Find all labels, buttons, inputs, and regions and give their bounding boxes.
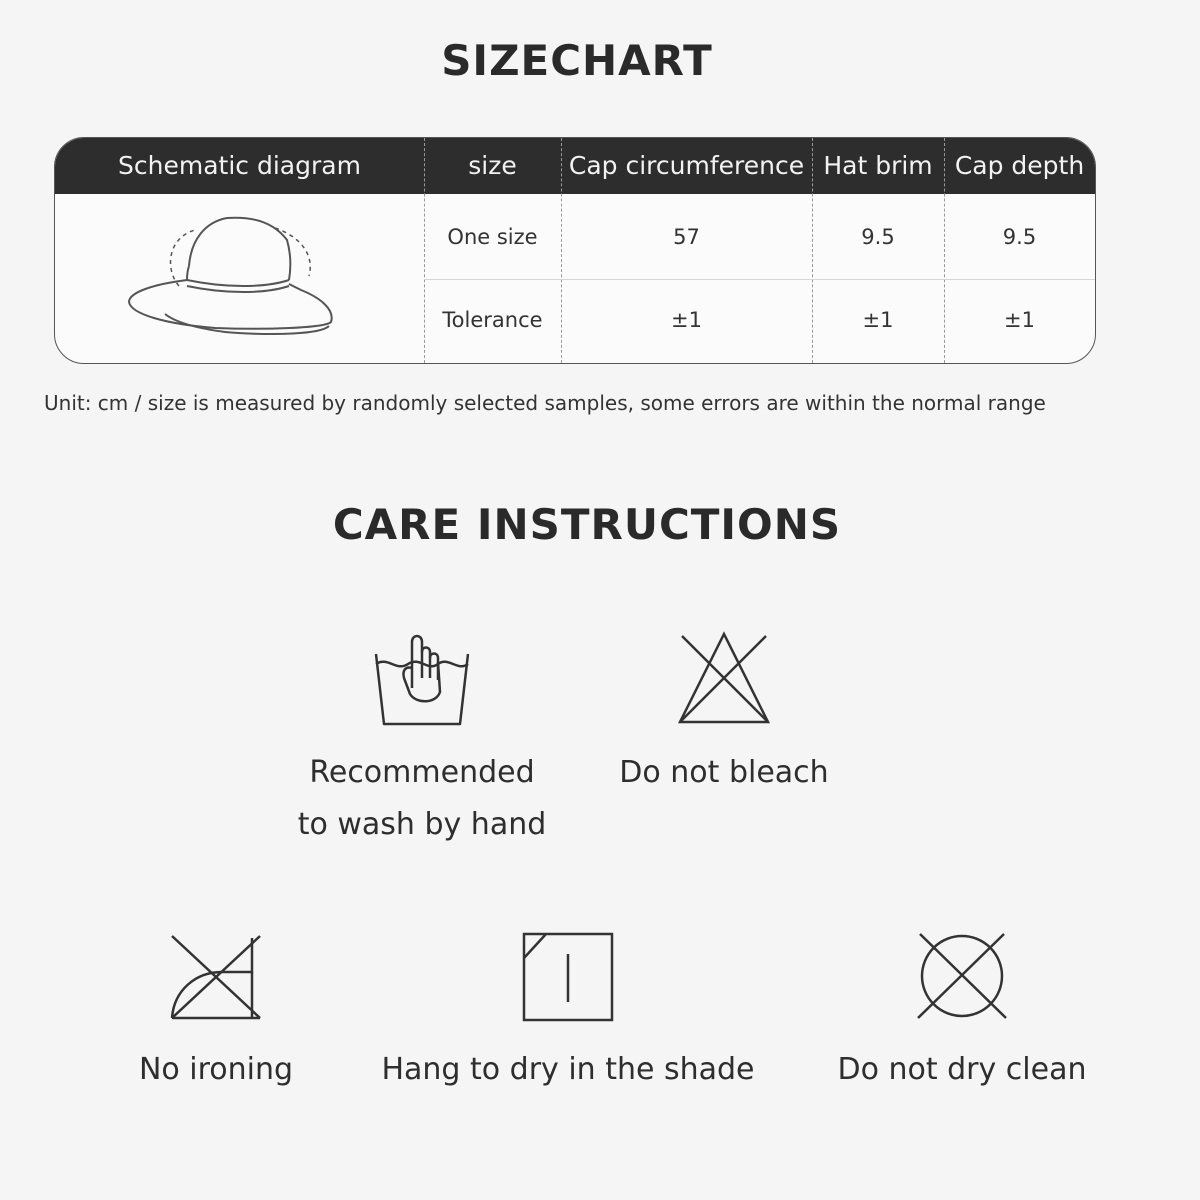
header-hat-brim: Hat brim <box>823 151 933 180</box>
no-ironing-icon <box>166 928 266 1028</box>
table-header <box>55 138 1095 194</box>
no-bleach-icon <box>674 628 774 728</box>
cell-size: One size <box>447 225 538 249</box>
hat-diagram-icon <box>125 210 345 350</box>
care-item-no-dry-clean <box>812 928 1112 1096</box>
header-cap-depth: Cap depth <box>954 151 1085 180</box>
size-chart-title: SIZECHART <box>441 36 713 85</box>
cell-size: Tolerance <box>442 308 543 332</box>
care-label: Do not bleach <box>619 755 829 790</box>
cell-cap-circumference: 57 <box>673 225 700 249</box>
care-label: Hang to dry in the shade <box>381 1052 755 1087</box>
row-divider <box>424 279 1095 280</box>
cell-hat-brim: 9.5 <box>861 225 895 249</box>
care-label: Do not dry clean <box>837 1052 1087 1087</box>
care-instructions-title: CARE INSTRUCTIONS <box>332 500 842 549</box>
header-size: size <box>468 151 517 180</box>
header-cap-circumference: Cap circumference <box>568 151 805 180</box>
care-item-hand-wash <box>282 628 562 851</box>
care-label: No ironing <box>138 1052 294 1087</box>
hand-wash-icon <box>372 628 472 728</box>
care-label-line1: Recommended <box>309 755 535 790</box>
cell-cap-depth: ±1 <box>1004 308 1035 332</box>
care-item-shade-dry <box>378 928 758 1096</box>
cell-hat-brim: ±1 <box>862 308 894 332</box>
care-item-no-bleach <box>584 628 864 799</box>
cell-cap-circumference: ±1 <box>671 308 702 332</box>
header-schematic: Schematic diagram <box>118 151 361 180</box>
no-dry-clean-icon <box>912 928 1012 1028</box>
unit-note: Unit: cm / size is measured by randomly selected samples, some errors are within the normal range <box>44 391 1046 415</box>
shade-dry-icon <box>518 928 618 1028</box>
size-table <box>54 137 1096 364</box>
care-label-line2: to wash by hand <box>297 807 547 842</box>
care-item-no-ironing <box>76 928 356 1096</box>
cell-cap-depth: 9.5 <box>1002 225 1037 249</box>
